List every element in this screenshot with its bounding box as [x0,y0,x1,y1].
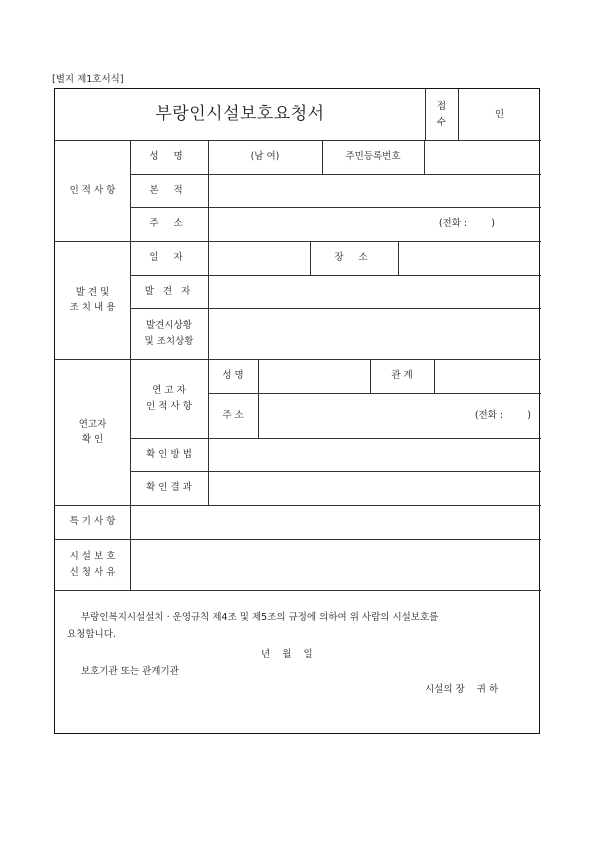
rule [55,359,541,360]
rrn-label: 주민등록번호 [345,151,401,163]
rule [208,359,209,505]
special-notes-field[interactable] [130,505,541,539]
phone-note: (전화 : ) [438,218,495,230]
relation-field[interactable] [434,359,541,393]
situation-line1: 발견시상황 [146,320,192,332]
relative-info-line1: 연 고 자 [152,385,186,397]
address-field[interactable] [208,207,541,241]
personal-section-label: 인 적 사 항 [69,184,116,196]
rule [434,359,435,393]
rule [130,308,541,309]
reason-label [55,539,130,590]
address-label: 주 소 [149,218,189,230]
rule [130,174,541,175]
rule [130,275,541,276]
form-caption: [별지 제1호서식] [52,74,124,85]
relative-section-line1: 연고자 [78,418,107,430]
rule [55,590,541,591]
relative-section-label [55,359,130,505]
gender-field[interactable]: (남 여) [250,151,280,163]
rule [130,140,131,590]
situation-label [130,308,208,359]
domicile-label: 본 적 [149,184,189,196]
rule [55,140,541,141]
reason-line1: 시 설 보 호 [69,551,116,563]
statement-line1: 부랑인복지시설설치 · 운영규칙 제4조 및 제5조의 규정에 의하여 위 사람의 시설보호를 [81,612,439,623]
discovery-section-line1: 발 견 및 [75,286,110,298]
relative-info-line2: 인 적 사 항 [146,400,192,412]
statement-date: 년 월 일 [261,649,313,660]
rule [458,89,459,140]
receipt-label [425,89,458,140]
rule [130,471,541,472]
rule [130,207,541,208]
discovery-section-label [55,241,130,359]
special-notes-label: 특 기 사 항 [69,516,116,528]
statement-line2: 요청합니다. [67,629,116,640]
name-label: 성 명 [149,151,189,163]
method-field[interactable] [208,438,541,471]
situation-field[interactable] [208,308,541,359]
rule [130,438,541,439]
receipt-label-bottom: 수 [436,116,447,128]
discovery-section-line2: 조 치 내 용 [69,302,116,313]
rule [55,241,541,242]
place-label: 장 소 [334,252,374,264]
rule [322,140,323,174]
receipt-label-top: 접 [436,101,447,113]
finder-field[interactable] [208,275,541,308]
relative-section-line2: 확 인 [81,434,104,445]
statement-recipient: 시설의 장 귀 하 [425,684,499,695]
relative-phone-note: (전화 : ) [474,409,531,421]
rule [398,241,399,275]
form-title: 부랑인시설보호요청서 [155,103,325,124]
request-form [54,88,540,734]
rule [310,241,311,275]
situation-line2: 및 조치상황 [144,335,194,347]
relative-info-label [130,359,208,438]
relation-label: 관 계 [391,370,413,382]
relative-name-field[interactable] [258,359,370,393]
rule [424,140,425,174]
domicile-field[interactable] [208,174,541,207]
rule [55,539,541,540]
relative-address-label: 주 소 [222,409,244,421]
rule [370,359,371,393]
rrn-field[interactable] [424,140,541,174]
rule [55,505,541,506]
relative-address-field[interactable] [258,393,541,438]
statement-agency: 보호기관 또는 관계기관 [81,666,179,677]
rule [258,359,259,438]
result-field[interactable] [208,471,541,505]
rule [208,140,209,359]
receipt-seal: 인 [494,108,505,120]
finder-label: 발 견 자 [144,285,194,297]
relative-name-label: 성 명 [222,370,244,382]
reason-line2: 신 청 사 유 [69,566,116,578]
method-label: 확 인 방 법 [146,448,192,460]
date-label: 일 자 [149,252,189,264]
rule [425,89,426,140]
place-field[interactable] [398,241,541,275]
date-field[interactable] [208,241,310,275]
reason-field[interactable] [130,539,541,590]
result-label: 확 인 결 과 [146,482,192,494]
